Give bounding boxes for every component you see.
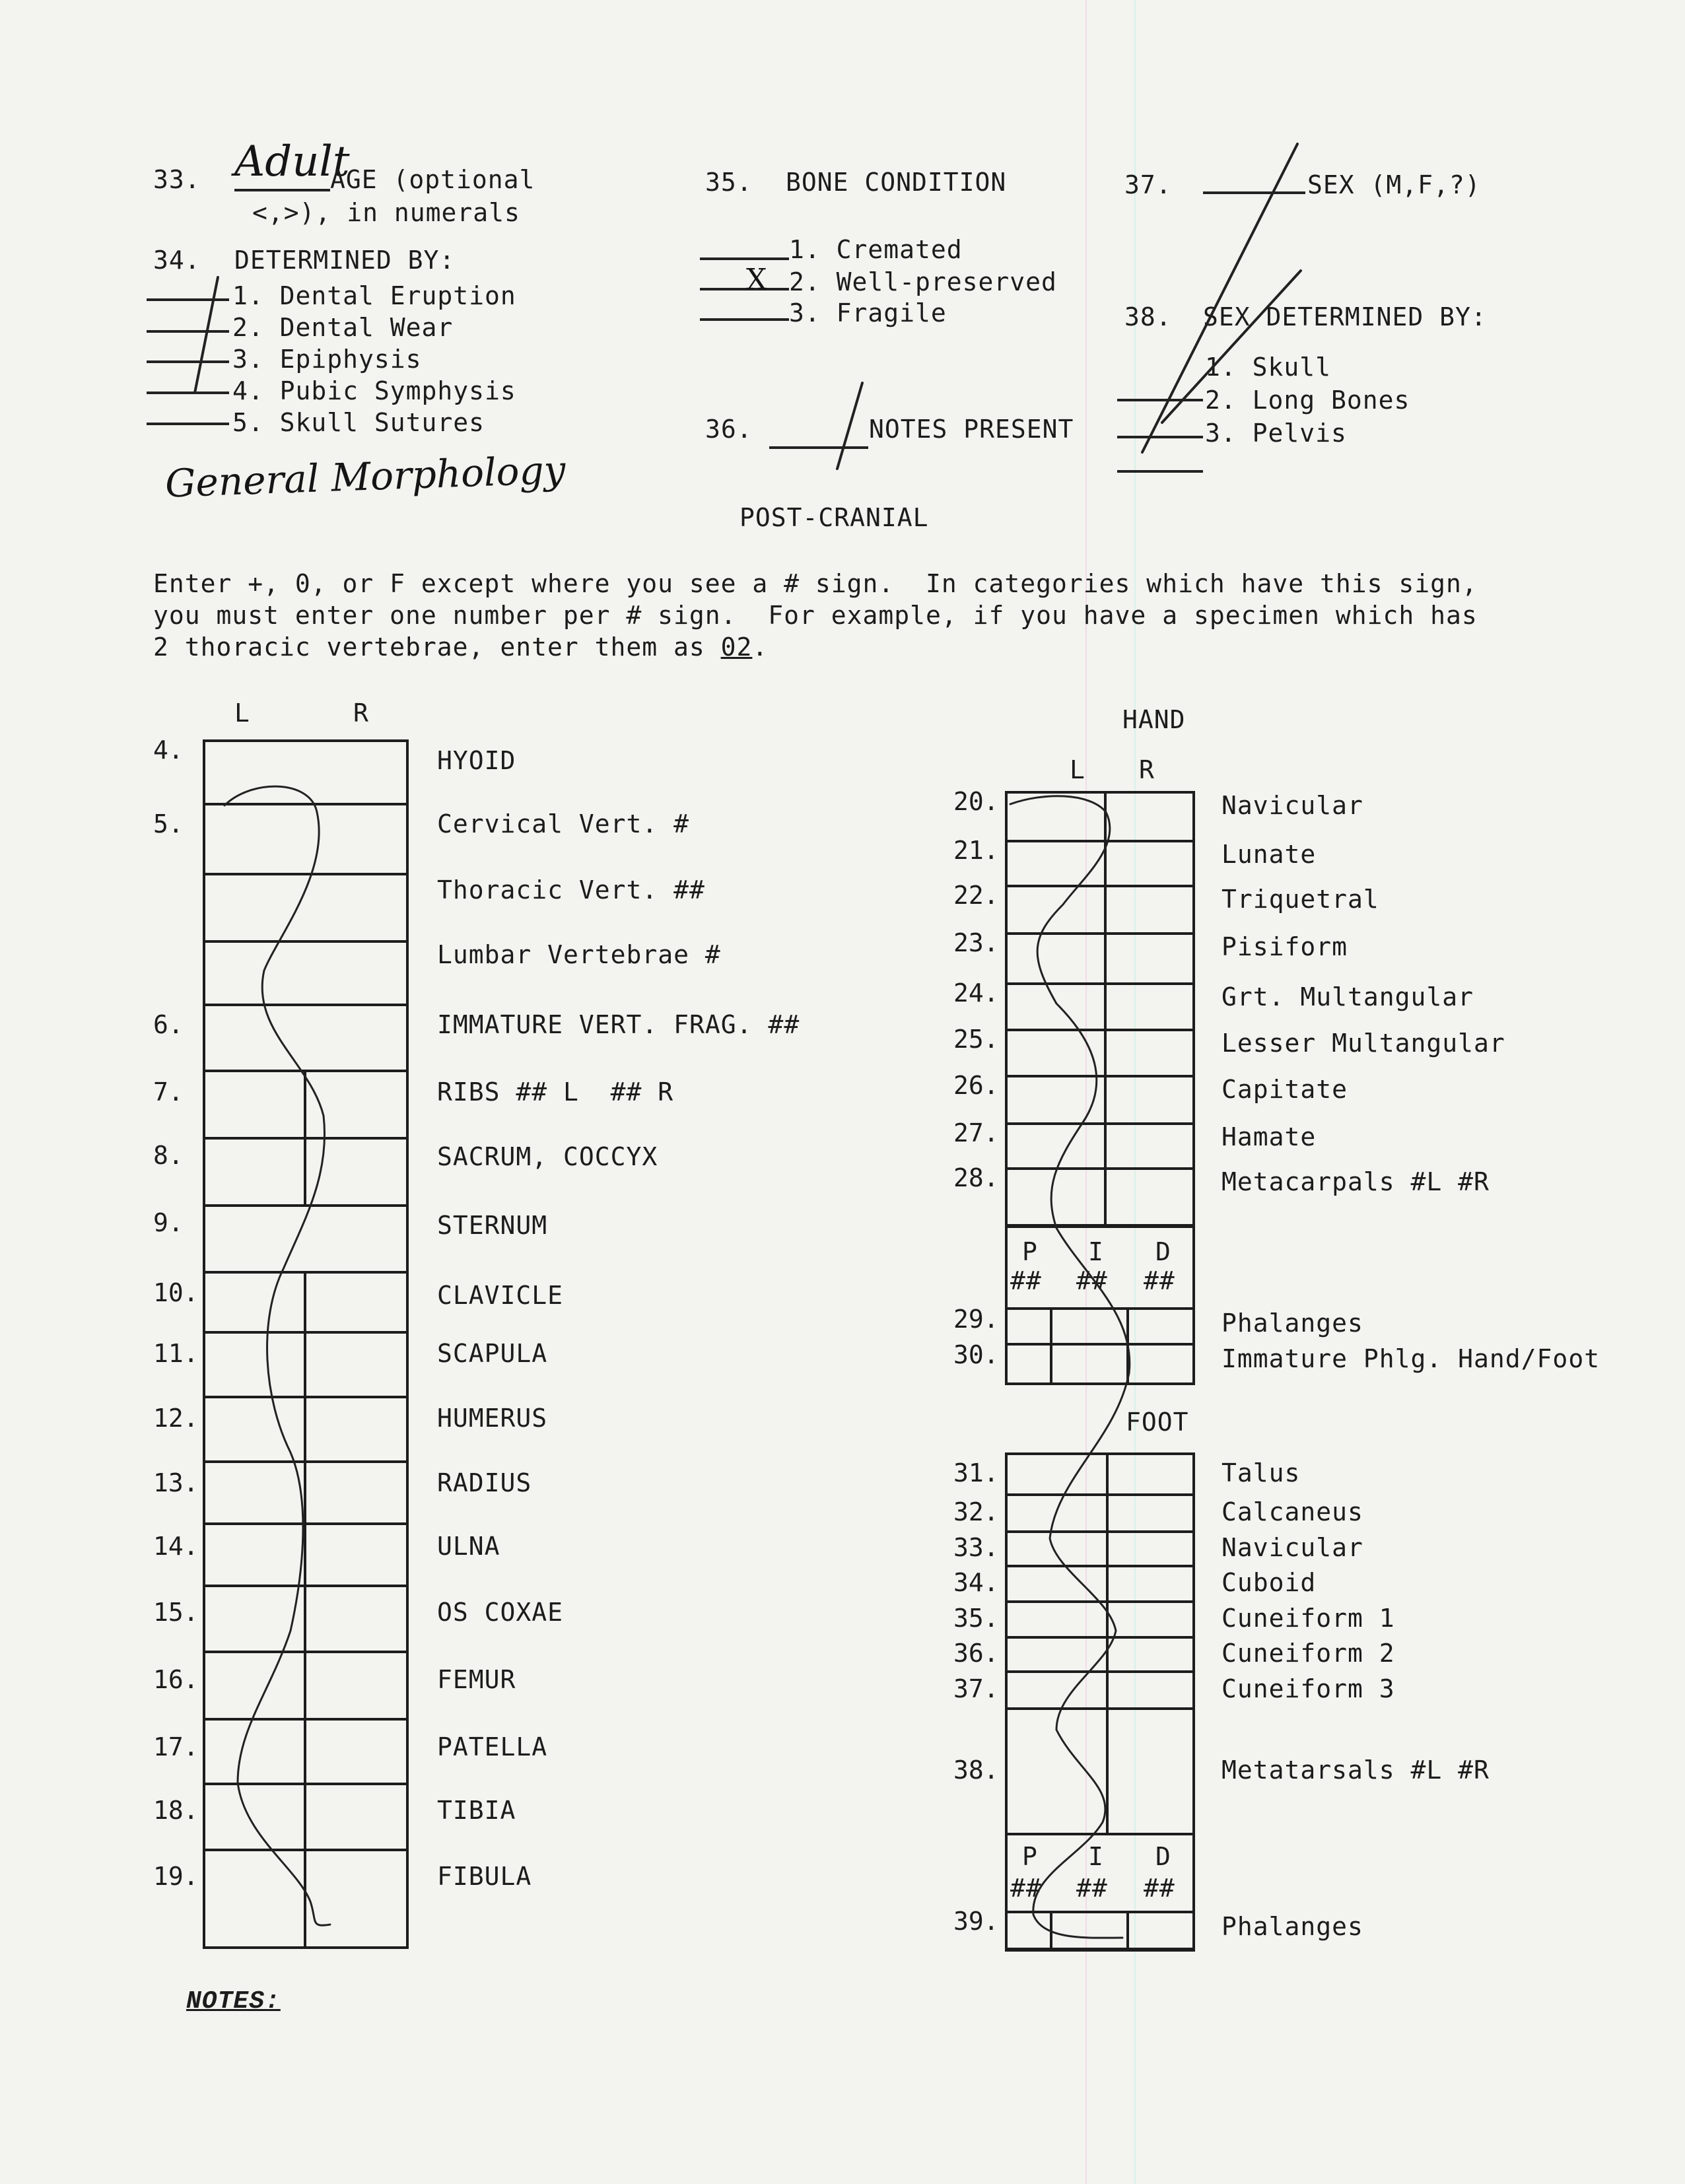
option-field-2[interactable] [147, 330, 229, 333]
row-number: 24. [953, 978, 999, 1007]
row-number: 23. [953, 928, 999, 957]
bone-label: SACRUM, COCCYX [437, 1142, 658, 1171]
bone-label: Metatarsals #L #R [1221, 1756, 1490, 1785]
row-number: 20. [953, 787, 999, 816]
bone-entry-cell[interactable] [1008, 1031, 1191, 1075]
bone-entry-cell[interactable] [1008, 1496, 1191, 1530]
well-preserved-checkmark: X [746, 263, 767, 296]
option-pelvis: 3. Pelvis [1205, 419, 1347, 448]
bone-label: Cuneiform 3 [1221, 1674, 1395, 1703]
row-number: 30. [953, 1340, 999, 1369]
option-long-bones: 2. Long Bones [1205, 386, 1410, 415]
row-number: 13. [153, 1468, 199, 1497]
hand-col-header-right: R [1139, 755, 1155, 784]
phalanx-entry-cell[interactable] [1008, 1310, 1191, 1343]
bone-entry-cell[interactable] [1008, 1673, 1191, 1707]
option-cremated: 1. Cremated [789, 235, 963, 264]
instructions-line-3 [153, 632, 768, 662]
phalanx-count-mark: ## [1010, 1266, 1042, 1295]
notes-present-field[interactable] [769, 446, 868, 449]
bone-entry-cell[interactable] [205, 1851, 405, 1948]
row-number: 14. [153, 1532, 199, 1561]
row-number: 10. [153, 1278, 199, 1307]
age-label: AGE (optional [330, 165, 535, 194]
bone-condition-title: BONE CONDITION [786, 168, 1007, 197]
bone-condition-number: 35. [705, 168, 753, 197]
row-number: 8. [153, 1141, 184, 1170]
row-number: 33. [953, 1533, 999, 1562]
bone-label: RIBS ## L ## R [437, 1077, 674, 1107]
bone-label: Cuneiform 1 [1221, 1604, 1395, 1633]
skull-field[interactable] [1117, 399, 1203, 401]
phalanx-header: D [1155, 1842, 1171, 1871]
bone-label: STERNUM [437, 1211, 548, 1240]
bone-entry-cell[interactable] [205, 1587, 405, 1651]
determined-by-title: DETERMINED BY: [234, 246, 456, 275]
bone-entry-cell[interactable] [1008, 794, 1191, 840]
row-number: 4. [153, 735, 184, 765]
bone-entry-cell[interactable] [205, 1785, 405, 1849]
row-number: 6. [153, 1010, 184, 1039]
hand-col-header-left: L [1070, 755, 1085, 784]
bone-entry-cell[interactable] [205, 1072, 405, 1137]
handwritten-general-morphology: General Morphology [164, 447, 567, 506]
bone-label: Grt. Multangular [1221, 982, 1474, 1011]
bone-label: Phalanges [1221, 1912, 1363, 1941]
bone-label: Thoracic Vert. ## [437, 875, 705, 904]
determined-by-number: 34. [153, 246, 201, 275]
bone-label: Capitate [1221, 1075, 1348, 1104]
phalanx-header: I [1088, 1842, 1104, 1871]
option-field-5[interactable] [147, 423, 229, 425]
sex-determined-title: SEX DETERMINED BY: [1203, 302, 1487, 331]
foot-title: FOOT [1126, 1408, 1189, 1437]
bone-label: PATELLA [437, 1732, 548, 1761]
row-number: 11. [153, 1339, 199, 1368]
phalanx-header: P [1022, 1842, 1038, 1871]
bone-label: Lesser Multangular [1221, 1029, 1505, 1058]
row-number: 31. [953, 1458, 999, 1487]
bone-entry-cell[interactable] [1008, 1567, 1191, 1600]
row-number: 26. [953, 1071, 999, 1100]
row-number: 7. [153, 1077, 184, 1107]
bone-label: HUMERUS [437, 1404, 548, 1433]
notes-area[interactable] [186, 2020, 1573, 2166]
sex-determined-number: 38. [1124, 302, 1172, 331]
bone-entry-cell[interactable] [205, 1140, 405, 1204]
age-number: 33. [153, 165, 201, 194]
bone-entry-cell[interactable] [205, 875, 405, 940]
bone-label: Cuneiform 2 [1221, 1639, 1395, 1668]
bone-label: Cervical Vert. # [437, 809, 690, 838]
cremated-field[interactable] [700, 257, 789, 260]
row-number: 29. [953, 1305, 999, 1334]
example-value: 02 [720, 632, 753, 662]
row-number: 32. [953, 1497, 999, 1526]
bone-label: Navicular [1221, 791, 1363, 820]
notes-present-check-stroke [837, 383, 862, 469]
row-number: 9. [153, 1208, 184, 1237]
row-number: 34. [953, 1568, 999, 1597]
bone-entry-cell[interactable] [205, 1525, 405, 1585]
row-number: 5. [153, 809, 184, 838]
bone-label: Pisiform [1221, 932, 1348, 961]
long-bones-field[interactable] [1117, 436, 1203, 438]
bone-entry-cell[interactable] [1008, 887, 1191, 932]
bone-entry-cell[interactable] [1008, 935, 1191, 982]
bone-label: OS COXAE [437, 1598, 564, 1627]
notes-present-number: 36. [705, 415, 753, 444]
bone-entry-cell[interactable] [1008, 1603, 1191, 1636]
row-number: 25. [953, 1025, 999, 1054]
row-number: 19. [153, 1862, 199, 1891]
phalanx-header: D [1155, 1237, 1171, 1266]
bone-entry-cell[interactable] [1008, 1170, 1191, 1225]
bone-entry-cell[interactable] [205, 1721, 405, 1783]
bone-label: Cuboid [1221, 1568, 1317, 1597]
row-number: 28. [953, 1163, 999, 1192]
bone-label: Metacarpals #L #R [1221, 1167, 1490, 1196]
bone-label: Lunate [1221, 840, 1317, 869]
bone-entry-cell[interactable] [205, 1274, 405, 1331]
notes-label: NOTES: [186, 1987, 281, 2016]
instructions-line-1: Enter +, 0, or F except where you see a # sign. In categories which have this sign, [153, 569, 1478, 598]
row-number: 21. [953, 836, 999, 865]
bone-entry-cell[interactable] [1008, 842, 1191, 885]
bone-entry-cell[interactable] [205, 742, 405, 803]
fragile-field[interactable] [700, 318, 789, 321]
col-header-right: R [353, 699, 369, 728]
bone-label: Talus [1221, 1458, 1301, 1487]
bone-entry-cell[interactable] [205, 805, 405, 873]
bone-label: Navicular [1221, 1533, 1363, 1562]
bone-label: Phalanges [1221, 1309, 1363, 1338]
option-well-preserved: 2. Well-preserved [789, 267, 1057, 296]
row-number: 12. [153, 1404, 199, 1433]
bone-label: IMMATURE VERT. FRAG. ## [437, 1010, 800, 1039]
row-number: 18. [153, 1796, 199, 1825]
row-number: 35. [953, 1604, 999, 1633]
bone-entry-cell[interactable] [1008, 1125, 1191, 1167]
phalanx-header: I [1088, 1237, 1104, 1266]
bone-label: HYOID [437, 746, 516, 775]
bone-entry-cell[interactable] [1008, 985, 1191, 1029]
bone-label: TIBIA [437, 1796, 516, 1825]
bone-label: Immature Phlg. Hand/Foot [1221, 1344, 1600, 1373]
pelvis-field[interactable] [1117, 470, 1203, 473]
row-number: 37. [953, 1674, 999, 1703]
bone-entry-cell[interactable] [205, 1463, 405, 1522]
option-field-3[interactable] [147, 360, 229, 363]
row-number: 36. [953, 1639, 999, 1668]
option-dental-eruption: 1. Dental Eruption [232, 281, 516, 310]
phalanx-count-mark: ## [1010, 1874, 1042, 1903]
row-number: 15. [153, 1598, 199, 1627]
option-field-4[interactable] [147, 392, 229, 394]
bone-label: CLAVICLE [437, 1281, 564, 1310]
bone-label: FEMUR [437, 1665, 516, 1694]
bone-label: FIBULA [437, 1862, 532, 1891]
option-epiphysis: 3. Epiphysis [232, 345, 422, 374]
bone-label: ULNA [437, 1532, 500, 1561]
option-field-1[interactable] [147, 298, 229, 301]
bone-label: Triquetral [1221, 885, 1379, 914]
instructions-line-3-text: 2 thoracic vertebrae, enter them as [153, 632, 721, 662]
row-number: 39. [953, 1907, 999, 1936]
bone-entry-cell[interactable] [1008, 1533, 1191, 1565]
sex-field[interactable] [1203, 191, 1305, 194]
bone-entry-cell[interactable] [1008, 1455, 1191, 1493]
bone-entry-cell[interactable] [1008, 1639, 1191, 1670]
phalanx-entry-cell[interactable] [1008, 1913, 1191, 1948]
age-label-2: <,>), in numerals [252, 198, 520, 227]
bone-label: Lumbar Vertebrae # [437, 940, 721, 969]
row-number: 17. [153, 1732, 199, 1761]
age-field[interactable] [234, 189, 330, 191]
phalanx-count-mark: ## [1076, 1874, 1108, 1903]
option-fragile: 3. Fragile [789, 298, 947, 327]
option-dental-wear: 2. Dental Wear [232, 313, 454, 342]
sex-number: 37. [1124, 170, 1172, 199]
bone-label: SCAPULA [437, 1339, 548, 1368]
post-cranial-title: POST-CRANIAL [739, 503, 929, 532]
bone-label: RADIUS [437, 1468, 532, 1497]
option-skull: 1. Skull [1205, 353, 1332, 382]
phalanx-header: P [1022, 1237, 1038, 1266]
row-number: 22. [953, 881, 999, 910]
hand-title: HAND [1122, 705, 1186, 734]
option-pubic-symphysis: 4. Pubic Symphysis [232, 376, 516, 405]
bone-entry-cell[interactable] [205, 1334, 405, 1396]
determined-by-check-stroke [195, 277, 218, 393]
bone-entry-cell[interactable] [205, 943, 405, 1004]
bone-label: Hamate [1221, 1122, 1317, 1151]
phalanx-count-mark: ## [1076, 1266, 1108, 1295]
row-number: 27. [953, 1118, 999, 1147]
phalanx-count-mark: ## [1144, 1874, 1175, 1903]
bone-entry-cell[interactable] [1008, 1077, 1191, 1122]
bone-entry-cell[interactable] [205, 1653, 405, 1718]
phalanx-count-mark: ## [1144, 1266, 1175, 1295]
sex-label: SEX (M,F,?) [1307, 170, 1481, 199]
bone-entry-cell[interactable] [205, 1398, 405, 1460]
bone-entry-cell[interactable] [1008, 1710, 1191, 1833]
instructions-line-2: you must enter one number per # sign. For example, if you have a specimen which has [153, 601, 1478, 630]
notes-present-label: NOTES PRESENT [869, 415, 1074, 444]
well-preserved-field[interactable] [700, 288, 789, 290]
row-number: 16. [153, 1665, 199, 1694]
row-number: 38. [953, 1756, 999, 1785]
col-header-left: L [234, 699, 250, 728]
bone-entry-cell[interactable] [205, 1207, 405, 1271]
example-suffix: . [752, 632, 769, 662]
age-handwritten-value[interactable]: Adult [234, 137, 350, 186]
bone-label: Calcaneus [1221, 1497, 1363, 1526]
phalanx-entry-cell[interactable] [1008, 1346, 1191, 1384]
option-skull-sutures: 5. Skull Sutures [232, 408, 485, 437]
bone-entry-cell[interactable] [205, 1006, 405, 1070]
